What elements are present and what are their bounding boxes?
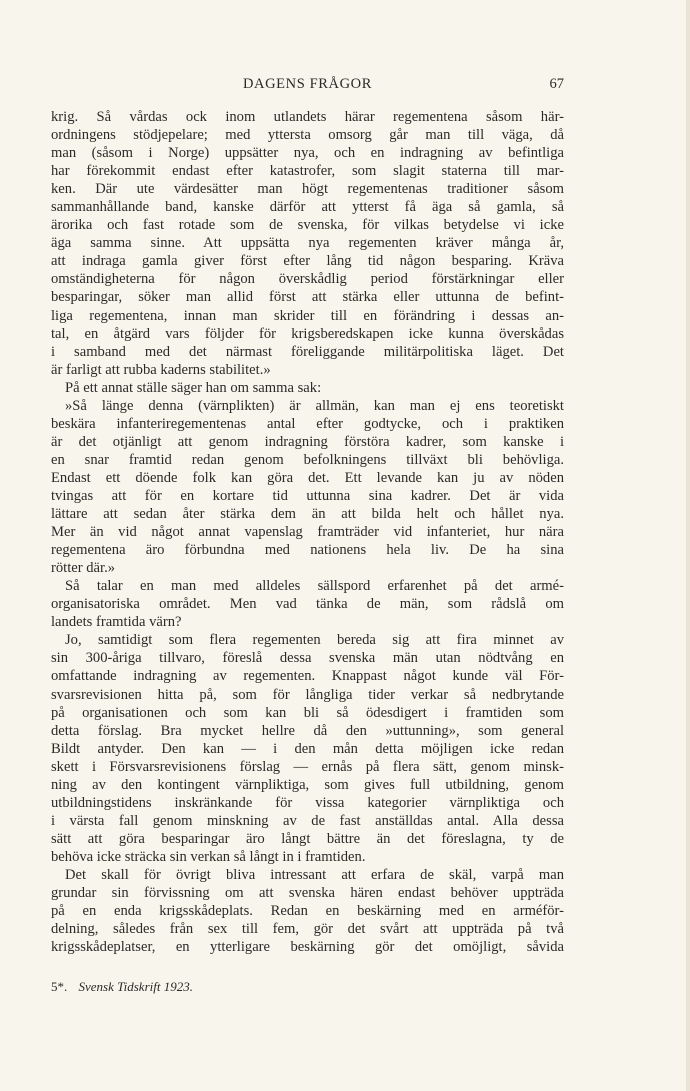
running-head: DAGENS FRÅGOR: [242, 76, 373, 92]
text-line: tal, en åtgärd vars följder för krigsberedskapen icke kunna överskådas: [51, 325, 564, 342]
signature-mark: 5*.: [51, 979, 68, 994]
text-line: ärorika och fast rotade som de svenska, för vilkas betydelse vi icke: [51, 217, 564, 234]
text-line: ken. Där ute värdesätter man högt regementenas traditioner såsom: [51, 181, 564, 198]
text-line: är det otjänligt att genom indragning förstöra kadrer, som kanske i: [51, 433, 564, 450]
text-line: sätt att göra besparingar äro långt bättre än det föreslagna, ty de: [51, 830, 564, 847]
text-line: Det skall för övrigt bliva intressant att erfara de skäl, varpå man: [65, 866, 564, 883]
text-line: har förekommit endast efter katastrofer, som slagit staterna till mar-: [51, 163, 564, 180]
text-line: Jo, samtidigt som flera regementen bereda sig att fira minnet av: [65, 632, 564, 649]
page-header: [51, 76, 564, 96]
text-line: beskära infanteriregementenas antal efter godtycke, och i praktiken: [51, 415, 564, 432]
text-line: tvingas att för en kortare tid uttunna sina kadrer. Det är vida: [51, 487, 564, 504]
text-line: Mer än vid något annat vapenslag framträder vid infanteriet, hur nära: [51, 524, 564, 541]
text-line: sammanhållande band, kanske därför att ytterst få äga så gamla, så: [51, 199, 564, 216]
text-line: på organisationen och som kan bli så ödesdigert i framtiden som: [51, 704, 564, 721]
text-line: Så talar en man med alldeles sällspord erfarenhet på det armé-: [65, 578, 564, 595]
text-line: skett i Försvarsrevisionens förslag — ernås på flera sätt, genom minsk-: [51, 758, 564, 775]
text-line: landets framtida värn?: [51, 614, 182, 631]
text-line: ordningens stödjepelare; med yttersta omsorg går man till väga, då: [51, 127, 564, 144]
text-line: organisatoriska området. Men vad tänka de män, som rådslå om: [51, 596, 564, 613]
text-line: På ett annat ställe säger han om samma sak:: [65, 379, 322, 396]
text-line: besparingar, söker man allid först att stärka eller uttunna de befint-: [51, 289, 564, 306]
text-line: »Så länge denna (värnplikten) är allmän, kan man ej ens teoretiskt: [65, 397, 564, 414]
page-footer: [51, 979, 193, 995]
journal-title: Svensk Tidskrift 1923.: [78, 979, 193, 994]
page-number: 67: [549, 76, 564, 92]
text-line: på en enda krigsskådeplats. Redan en beskärning med en arméför-: [51, 903, 564, 920]
text-line: i samband med det närmast föreliggande militärpolitiska läget. Det: [51, 343, 564, 360]
page-edge: [686, 0, 690, 1091]
text-line: att indraga gamla giver först efter lång tid någon besparing. Kräva: [51, 253, 564, 270]
text-line: rötter där.»: [51, 560, 116, 577]
text-line: krig. Så vårdas ock inom utlandets härar regementena såsom här-: [51, 109, 564, 125]
text-line: är farligt att rubba kaderns stabilitet.»: [51, 361, 271, 378]
text-line: i värsta fall genom minskning av de fast anställdas antal. Alla dessa: [51, 812, 564, 829]
text-line: utbildningstidens inskränkande för vissa kategorier värnpliktiga och: [51, 794, 564, 811]
text-line: ning av den kontingent värnpliktiga, som gives full utbildning, genom: [51, 776, 564, 793]
text-line: man (såsom i Norge) uppsätter nya, och en indragning av befintliga: [51, 145, 564, 162]
text-line: grundar sin förvissning om att svenska hären endast behöver uppträda: [51, 885, 564, 902]
text-line: detta förslag. Bra mycket hellre då den »uttunning», som general: [51, 722, 564, 739]
text-line: liga regementena, innan man skrider till en förändring i dessas an-: [51, 307, 564, 324]
text-line: sin 300-åriga tillvaro, föreslå dessa svenska män utan nödtvång en: [51, 650, 564, 667]
body-text: [51, 108, 564, 956]
text-line: krigsskådeplatser, en ytterligare beskärning gör det omöjligt, såvida: [51, 939, 564, 956]
text-line: en snar framtid redan genom befolkningens tillväxt bli behövliga.: [51, 451, 564, 468]
text-line: omfattande indragning av regementen. Knappast något kunde väl För-: [51, 668, 564, 685]
text-line: lättare att sedan åter stärka dem än att bilda helt och hållet nya.: [51, 506, 564, 523]
text-line: Bildt antyder. Den kan — i den mån detta möjligen icke redan: [51, 740, 564, 757]
text-line: omständigheterna för någon överskådlig period förstärkningar eller: [51, 271, 564, 288]
text-line: Endast ett döende folk kan göra det. Ett levande kan ju av nöden: [51, 469, 564, 486]
text-line: svarsrevisionen hitta på, som för långliga tider verkar så nedbrytande: [51, 686, 564, 703]
text-line: behöva icke sträcka sin verkan så långt in i framtiden.: [51, 848, 366, 865]
text-line: delning, således från sex till fem, gör det svårt att uppträda på två: [51, 921, 564, 938]
text-line: äga samma sinne. Att uppsätta nya regementen kräver många år,: [51, 235, 564, 252]
text-line: regementena äro förbundna med nationens hela liv. De ha sina: [51, 542, 564, 559]
